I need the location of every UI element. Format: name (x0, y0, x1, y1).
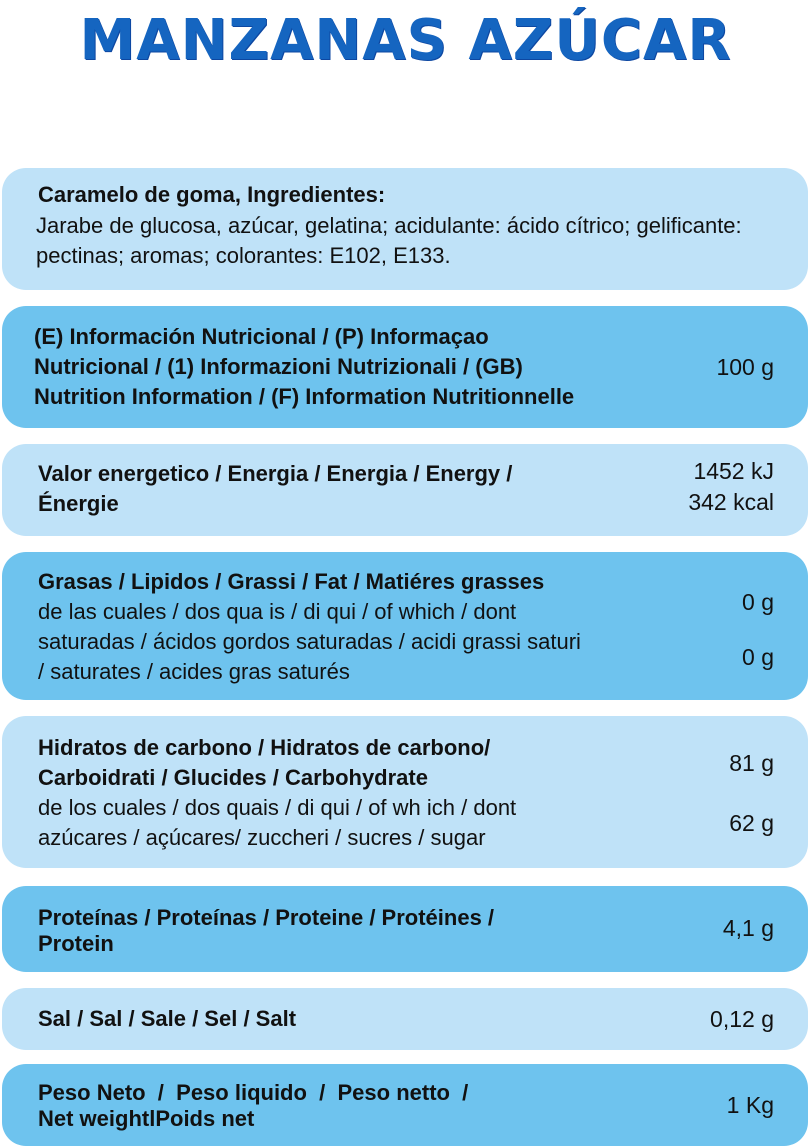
carbs-box (2, 716, 808, 868)
energy-kcal: 342 kcal (688, 489, 774, 515)
nutrition-header-box (2, 306, 808, 428)
protein-value: 4,1 g (722, 915, 774, 941)
salt-value: 0,12 g (710, 1006, 774, 1032)
fat-line-3: saturadas / ácidos gordos saturadas / acidi grassi saturi (38, 629, 581, 654)
net-weight-line-1: Peso Neto / Peso liquido / Peso netto / (38, 1080, 469, 1105)
nutrition-header-line-3: Nutrition Information / (F) Information Nutritionnelle (34, 384, 575, 409)
fat-heading: Grasas / Lipidos / Grassi / Fat / Matiéres grasses (38, 569, 545, 594)
fat-value: 0 g (742, 589, 774, 615)
saturates-value: 0 g (742, 644, 774, 670)
carbs-heading-line-1: Hidratos de carbono / Hidratos de carbono/ (38, 735, 491, 760)
salt-box (2, 988, 808, 1050)
protein-box (2, 886, 808, 972)
ingredients-line-2: pectinas; aromas; colorantes: E102, E133. (36, 243, 451, 268)
carbs-line-4: azúcares / açúcares/ zuccheri / sucres / sugar (38, 825, 486, 850)
carbs-line-3: de los cuales / dos quais / di qui / of wh ich / dont (38, 795, 517, 820)
carbs-heading-line-2: Carboidrati / Glucides / Carbohydrate (38, 765, 428, 790)
protein-label-line-1: Proteínas / Proteínas / Proteine / Protéines / (38, 905, 495, 930)
energy-label-line-2: Énergie (38, 491, 119, 516)
reference-amount: 100 g (716, 354, 774, 380)
nutrition-header-line-1: (E) Información Nutricional / (P) Informaçao (34, 324, 489, 349)
net-weight-value: 1 Kg (726, 1092, 774, 1118)
carbs-value: 81 g (729, 750, 774, 776)
fat-box (2, 552, 808, 700)
salt-label: Sal / Sal / Sale / Sel / Salt (38, 1006, 297, 1031)
energy-box (2, 444, 808, 536)
ingredients-line-1: Jarabe de glucosa, azúcar, gelatina; acidulante: ácido cítrico; gelificante: (36, 213, 742, 238)
ingredients-heading: Caramelo de goma, Ingredientes: (38, 182, 386, 207)
protein-label-line-2: Protein (38, 931, 114, 956)
energy-kj: 1452 kJ (693, 458, 774, 484)
sugars-value: 62 g (729, 810, 774, 836)
net-weight-line-2: Net weightlPoids net (38, 1106, 255, 1131)
fat-line-2: de las cuales / dos qua is / di qui / of which / dont (38, 599, 517, 624)
energy-label-line-1: Valor energetico / Energia / Energia / Energy / (38, 461, 513, 486)
ingredients-box (2, 168, 808, 290)
fat-line-4: / saturates / acides gras saturés (38, 659, 350, 684)
page-title: MANZANAS AZÚCAR (79, 8, 732, 73)
nutrition-header-line-2: Nutricional / (1) Informazioni Nutrizionali / (GB) (34, 354, 523, 379)
net-weight-box (2, 1064, 808, 1146)
